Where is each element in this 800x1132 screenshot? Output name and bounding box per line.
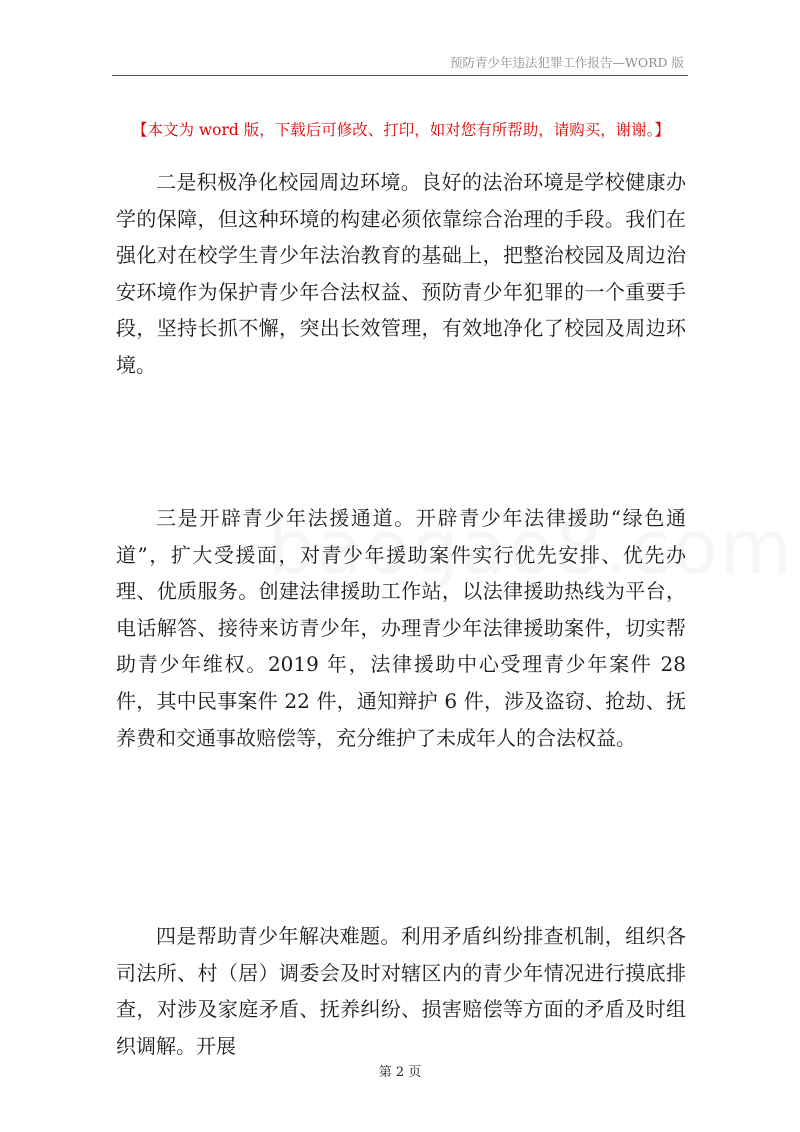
- running-header: 预防青少年违法犯罪工作报告—WORD 版: [449, 55, 684, 70]
- paragraph-legal-aid-channel: 三是开辟青少年法援通道。开辟青少年法律援助“绿色通道”，扩大受援面，对青少年援助案件实行优先安排、优先办理、优质服务。创建法律援助工作站，以法律援助热线为平台，电话解答、接待来访青少年，办理青少年法律援助案件，切实帮助青少年维权。2019 年，法律援助中心受理青少年案件 28 件，其中民事案件 22 件，通知辩护 6 件，涉及盗窃、抢劫、抚养费和交通事故赔偿等，充分维护了未成年人的合法权益。: [116, 506, 686, 750]
- paragraph-solving-difficulties: 四是帮助青少年解决难题。利用矛盾纠纷排查机制，组织各司法所、村（居）调委会及时对辖区内的青少年情况进行摸底排查，对涉及家庭矛盾、抚养纠纷、损害赔偿等方面的矛盾及时组织调解。开展: [116, 924, 686, 1058]
- page-number: 第 2 页: [378, 1065, 422, 1080]
- download-notice: 【本文为 word 版，下载后可修改、打印，如对您有所帮助，请购买，谢谢。】: [131, 121, 671, 139]
- paragraph-campus-environment: 二是积极净化校园周边环境。良好的法治环境是学校健康办学的保障，但这种环境的构建必须依靠综合治理的手段。我们在强化对在校学生青少年法治教育的基础上，把整治校园及周边治安环境作为保护青少年合法权益、预防青少年犯罪的一个重要手段，坚持长抓不懈，突出长效管理，有效地净化了校园及周边环境。: [116, 170, 686, 377]
- header-divider: [112, 75, 688, 76]
